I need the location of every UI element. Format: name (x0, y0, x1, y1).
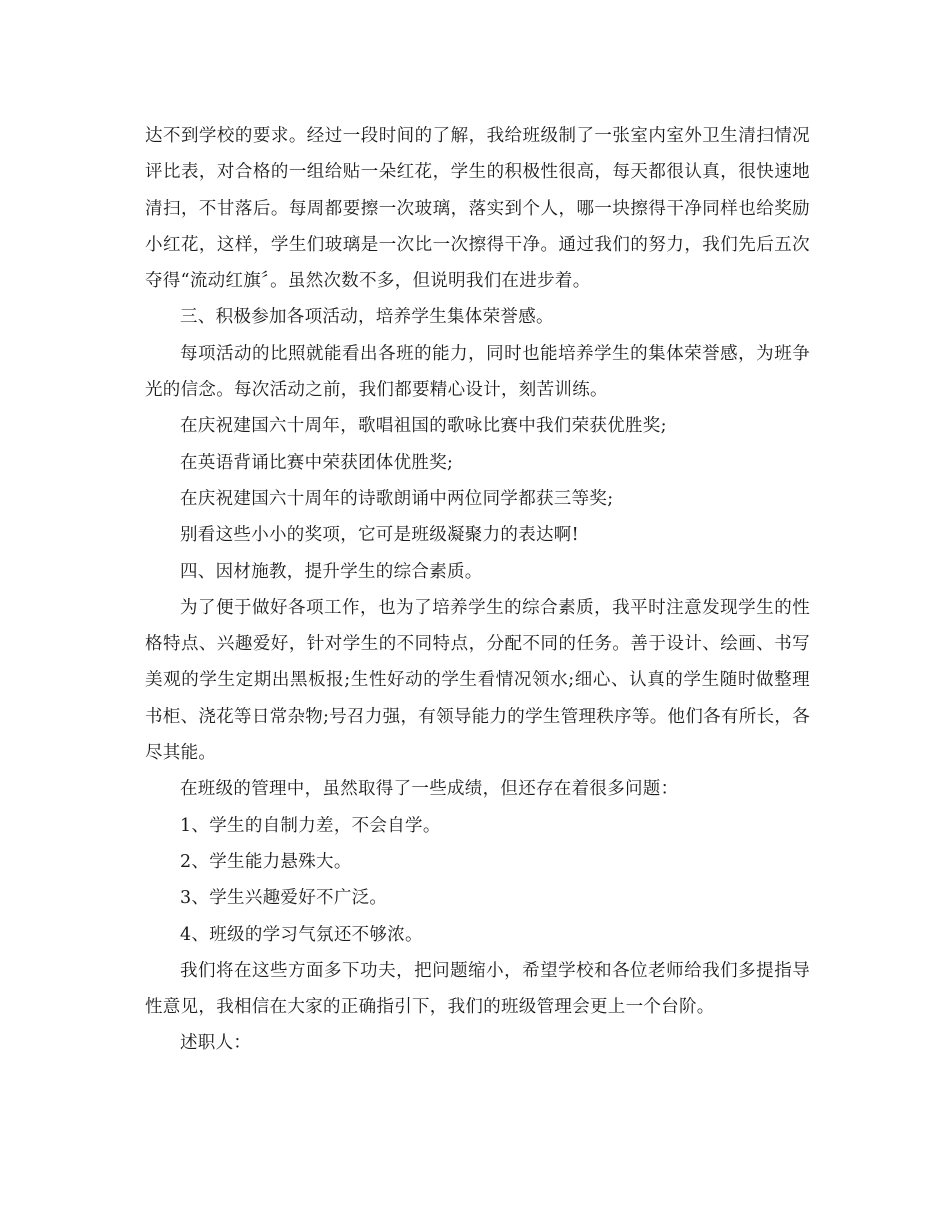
section-heading-3: 三、积极参加各项活动，培养学生集体荣誉感。 (180, 307, 554, 328)
problem-item: 3、学生兴趣爱好不广泛。 (180, 888, 388, 909)
paragraph: 在班级的管理中，虽然取得了一些成绩，但还存在着很多问题： (180, 779, 679, 800)
paragraph: 为了便于做好各项工作，也为了培养学生的综合素质，我平时注意发现学生的性格特点、兴趣爱好，针对学生的不同特点，分配不同的任务。善于设计、绘画、书写美观的学生定期出黑板报;生性好动的学生看情况领水;细心、认真的学生随时做整理书柜、浇花等日常杂物;号召力强，有领导能力的学生管理秩序等。他们各有所长，各尽其能。 (145, 597, 810, 764)
paragraph: 每项活动的比照就能看出各班的能力，同时也能培养学生的集体荣誉感，为班争光的信念。每次活动之前，我们都要精心设计，刻苦训练。 (145, 343, 810, 401)
section-heading-4: 四、因材施教，提升学生的综合素质。 (180, 561, 483, 582)
signature-label: 述职人： (180, 1033, 252, 1054)
award-item: 在庆祝建国六十周年，歌唱祖国的歌咏比赛中我们荣获优胜奖; (180, 416, 667, 437)
problem-item: 2、学生能力悬殊大。 (180, 851, 352, 872)
paragraph: 我们将在这些方面多下功夫，把问题缩小，希望学校和各位老师给我们多提指导性意见，我相信在大家的正确指引下，我们的班级管理会更上一个台阶。 (145, 960, 810, 1018)
document-body (145, 118, 810, 1062)
problem-item: 1、学生的自制力差，不会自学。 (180, 815, 441, 836)
paragraph-continuation: 达不到学校的要求。经过一段时间的了解，我给班级制了一张室内室外卫生清扫情况评比表，对合格的一组给贴一朵红花，学生的积极性很高，每天都很认真，很快速地清扫，不甘落后。每周都要擦一次玻璃，落实到个人，哪一块擦得干净同样也给奖励小红花，这样，学生们玻璃是一次比一次擦得干净。通过我们的努力，我们先后五次夺得“流动红旗〞。虽然次数不多，但说明我们在进步着。 (145, 126, 810, 292)
award-item: 在英语背诵比赛中荣获团体优胜奖; (180, 452, 454, 473)
problem-item: 4、班级的学习气氛还不够浓。 (180, 924, 423, 945)
award-item: 在庆祝建国六十周年的诗歌朗诵中两位同学都获三等奖; (180, 488, 614, 509)
paragraph: 别看这些小小的奖项，它可是班级凝聚力的表达啊! (180, 525, 579, 546)
